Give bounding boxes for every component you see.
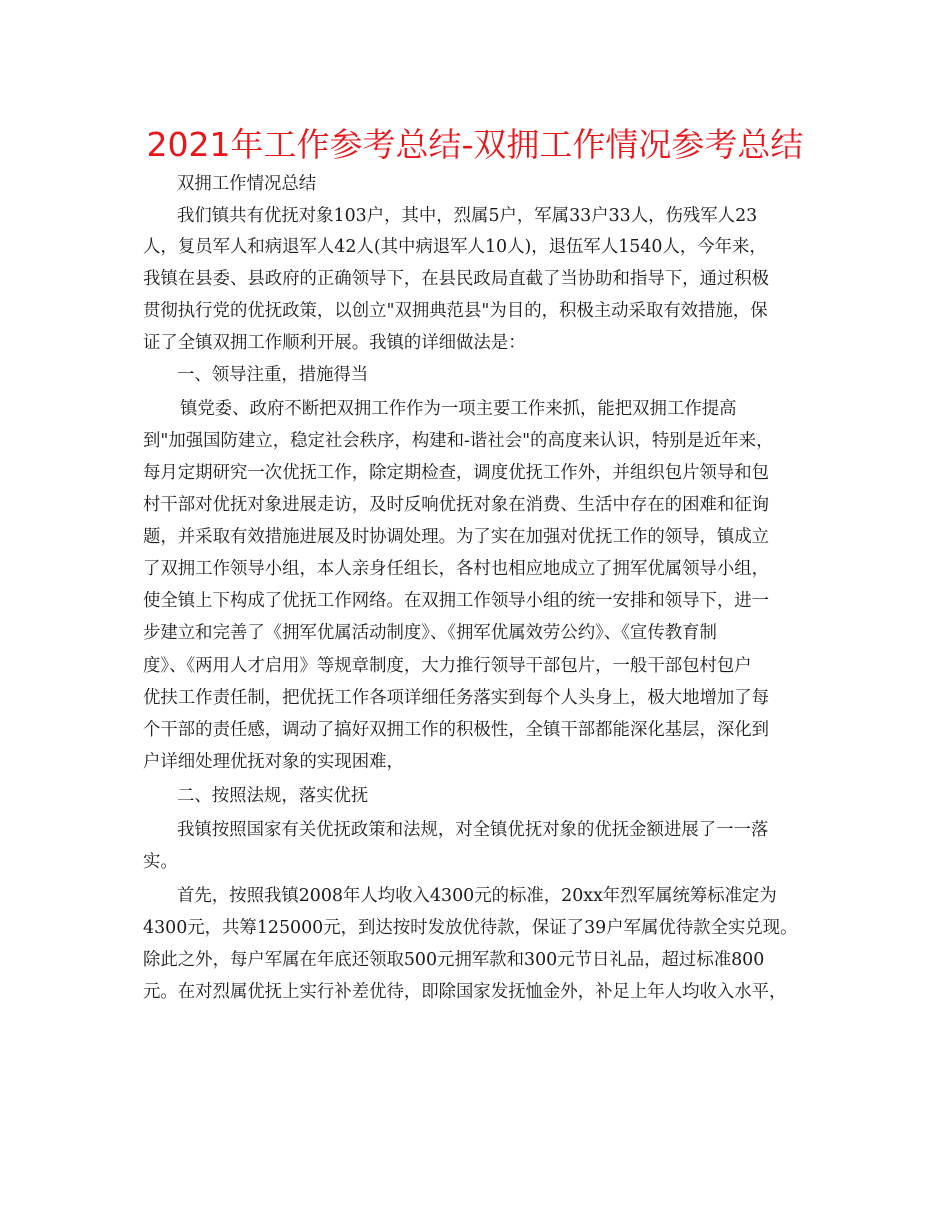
paragraph-line: 4300元，共筹125000元，到达按时发放优待款，保证了39户军属优待款全实兑现。: [143, 918, 798, 938]
paragraph-line: 除此之外，每户军属在年底还领取500元拥军款和300元节日礼品，超过标准800: [143, 950, 765, 970]
paragraph-line: 度》、《两用人才启用》等规章制度，大力推行领导干部包片，一般干部包村包户: [143, 656, 752, 676]
paragraph-line: 了双拥工作领导小组，本人亲身任组长，各村也相应地成立了拥军优属领导小组，: [143, 559, 770, 579]
paragraph-line: 个干部的责任感，调动了搞好双拥工作的积极性，全镇干部都能深化基层，深化到: [143, 720, 770, 740]
paragraph-line: 户详细处理优抚对象的实现困难，: [143, 752, 404, 772]
subtitle-line: 双拥工作情况总结: [177, 174, 317, 194]
paragraph-line: 实。: [143, 852, 178, 872]
document-title: 2021年工作参考总结-双拥工作情况参考总结: [146, 125, 804, 164]
paragraph-line: 我镇按照国家有关优抚政策和法规，对全镇优抚对象的优抚金额进展了一一落: [177, 820, 769, 840]
paragraph-line: 镇党委、政府不断把双拥工作作为一项主要工作来抓，能把双拥工作提高: [180, 399, 737, 419]
paragraph-line: 题，并采取有效措施进展及时协调处理。为了实在加强对优抚工作的领导，镇成立: [143, 527, 770, 547]
paragraph-line: 优扶工作责任制，把优抚工作各项详细任务落实到每个人头身上，极大地增加了每: [143, 688, 770, 708]
section-heading: 二、按照法规，落实优抚: [177, 786, 369, 806]
paragraph-line: 我们镇共有优抚对象103户，其中，烈属5户，军属33户33人，伤残军人23: [177, 206, 758, 226]
paragraph-line: 使全镇上下构成了优抚工作网络。在双拥工作领导小组的统一安排和领导下，进一: [143, 591, 770, 611]
paragraph-line: 步建立和完善了《拥军优属活动制度》、《拥军优属效劳公约》、《宣传教育制: [143, 623, 717, 643]
paragraph-line: 人，复员军人和病退军人42人(其中病退军人10人)，退伍军人1540人，今年来，: [143, 237, 767, 257]
paragraph-line: 元。在对烈属优抚上实行补差优待，即除国家发抚恤金外，补足上年人均收入水平，: [143, 982, 787, 1002]
section-heading: 一、领导注重，措施得当: [177, 365, 369, 385]
paragraph-line: 首先，按照我镇2008年人均收入4300元的标准，20xx年烈军属统筹标准定为: [177, 886, 777, 906]
paragraph-line: 贯彻执行党的优抚政策，以创立"双拥典范县"为目的，积极主动采取有效措施，保: [143, 301, 768, 321]
paragraph-line: 证了全镇双拥工作顺利开展。我镇的详细做法是：: [143, 333, 526, 353]
paragraph-line: 到"加强国防建立，稳定社会秩序，构建和-谐社会"的高度来认识，特别是近年来，: [143, 431, 774, 451]
paragraph-line: 村干部对优抚对象进展走访，及时反响优抚对象在消费、生活中存在的困难和征询: [143, 495, 770, 515]
document-body: [143, 169, 829, 1069]
paragraph-line: 每月定期研究一次优抚工作，除定期检查，调度优抚工作外，并组织包片领导和包: [143, 463, 770, 483]
paragraph-line: 我镇在县委、县政府的正确领导下，在县民政局直截了当协助和指导下，通过积极: [143, 269, 770, 289]
